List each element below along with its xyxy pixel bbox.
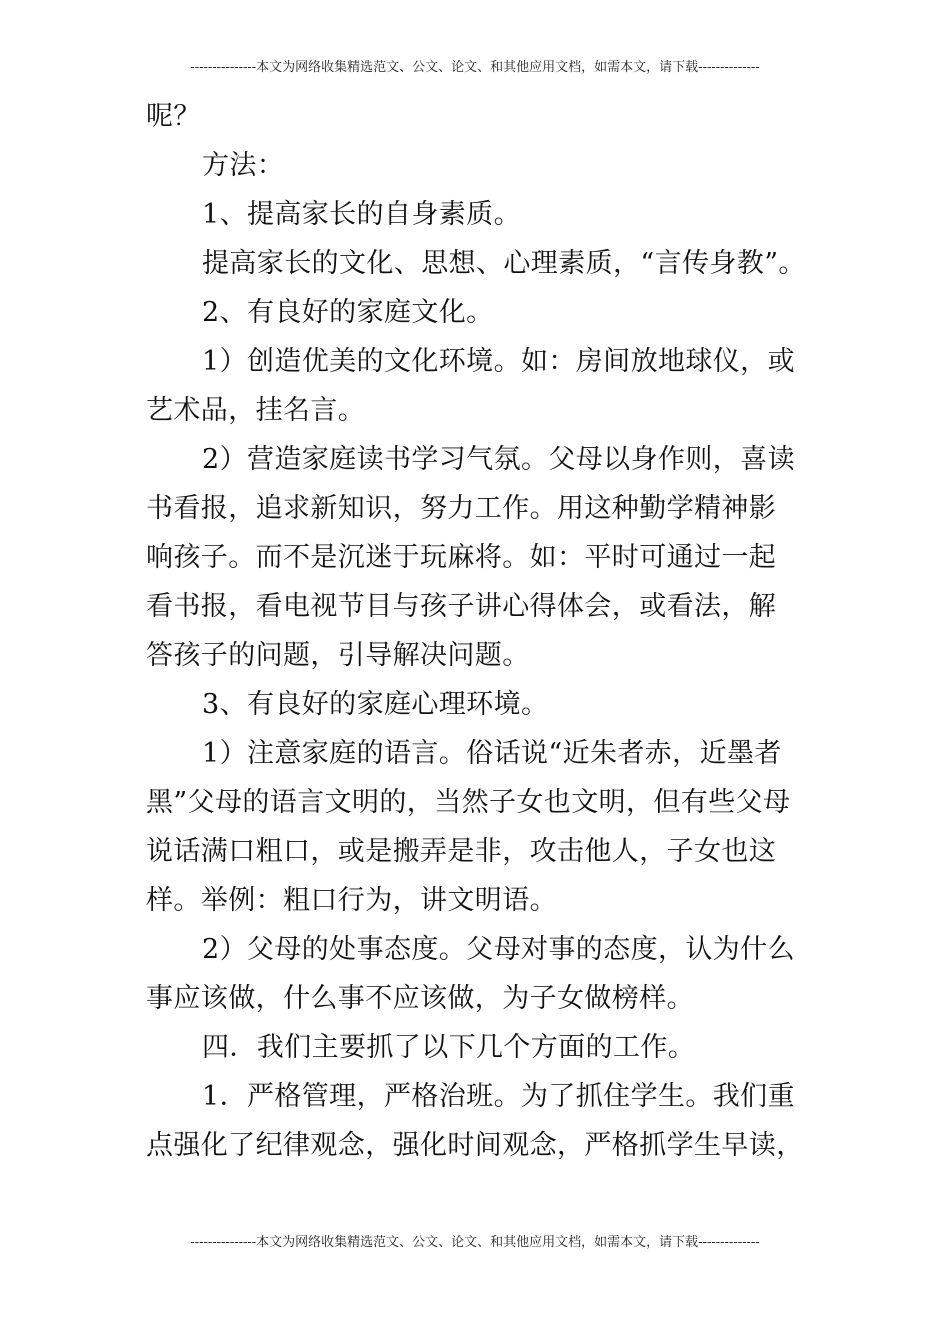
section-heading: 3、有良好的家庭心理环境。 — [202, 689, 549, 720]
text-line: 提高家长的文化、思想、心理素质，“言传身教”。 — [202, 248, 806, 279]
text-line: 黑”父母的语言文明的，当然子女也文明，但有些父母 — [146, 787, 791, 818]
text-line: 答孩子的问题，引导解决问题。 — [146, 640, 530, 671]
text-line: 艺术品，挂名言。 — [146, 395, 366, 426]
section-heading: 1、提高家长的自身素质。 — [202, 199, 521, 230]
text-line: 点强化了纪律观念，强化时间观念，严格抓学生早读， — [146, 1130, 804, 1161]
section-heading: 2、有良好的家庭文化。 — [202, 297, 494, 328]
text-line: 说话满口粗口，或是搬弄是非，攻击他人，子女也这 — [146, 836, 777, 867]
text-line: 2）父母的处事态度。父母对事的态度，认为什么 — [202, 934, 795, 965]
text-line: 样。举例：粗口行为，讲文明语。 — [146, 885, 557, 916]
text-line: 事应该做，什么事不应该做，为子女做榜样。 — [146, 983, 694, 1014]
text-line: 看书报，看电视节目与孩子讲心得体会，或看法，解 — [146, 591, 777, 622]
section-heading: 四．我们主要抓了以下几个方面的工作。 — [202, 1032, 696, 1063]
text-line: 1）注意家庭的语言。俗话说“近朱者赤，近墨者 — [202, 738, 782, 769]
text-line: 1）创造优美的文化环境。如：房间放地球仪，或 — [202, 346, 795, 377]
document-body — [146, 92, 822, 1170]
page-footer: ---------------本文为网络收集精选范文、公文、论文、和其他应用文档，如需本文，请下载-------------- — [190, 1235, 760, 1250]
text-line: 响孩子。而不是沉迷于玩麻将。如：平时可通过一起 — [146, 542, 777, 573]
text-line: 2）营造家庭读书学习气氛。父母以身作则，喜读 — [202, 444, 795, 475]
text-line: 方法： — [202, 150, 285, 181]
text-line: 1．严格管理，严格治班。为了抓住学生。我们重 — [202, 1081, 795, 1112]
text-line: 书看报，追求新知识，努力工作。用这种勤学精神影 — [146, 493, 777, 524]
text-line: 呢？ — [146, 101, 201, 132]
page-header: ---------------本文为网络收集精选范文、公文、论文、和其他应用文档，如需本文，请下载-------------- — [190, 60, 760, 75]
